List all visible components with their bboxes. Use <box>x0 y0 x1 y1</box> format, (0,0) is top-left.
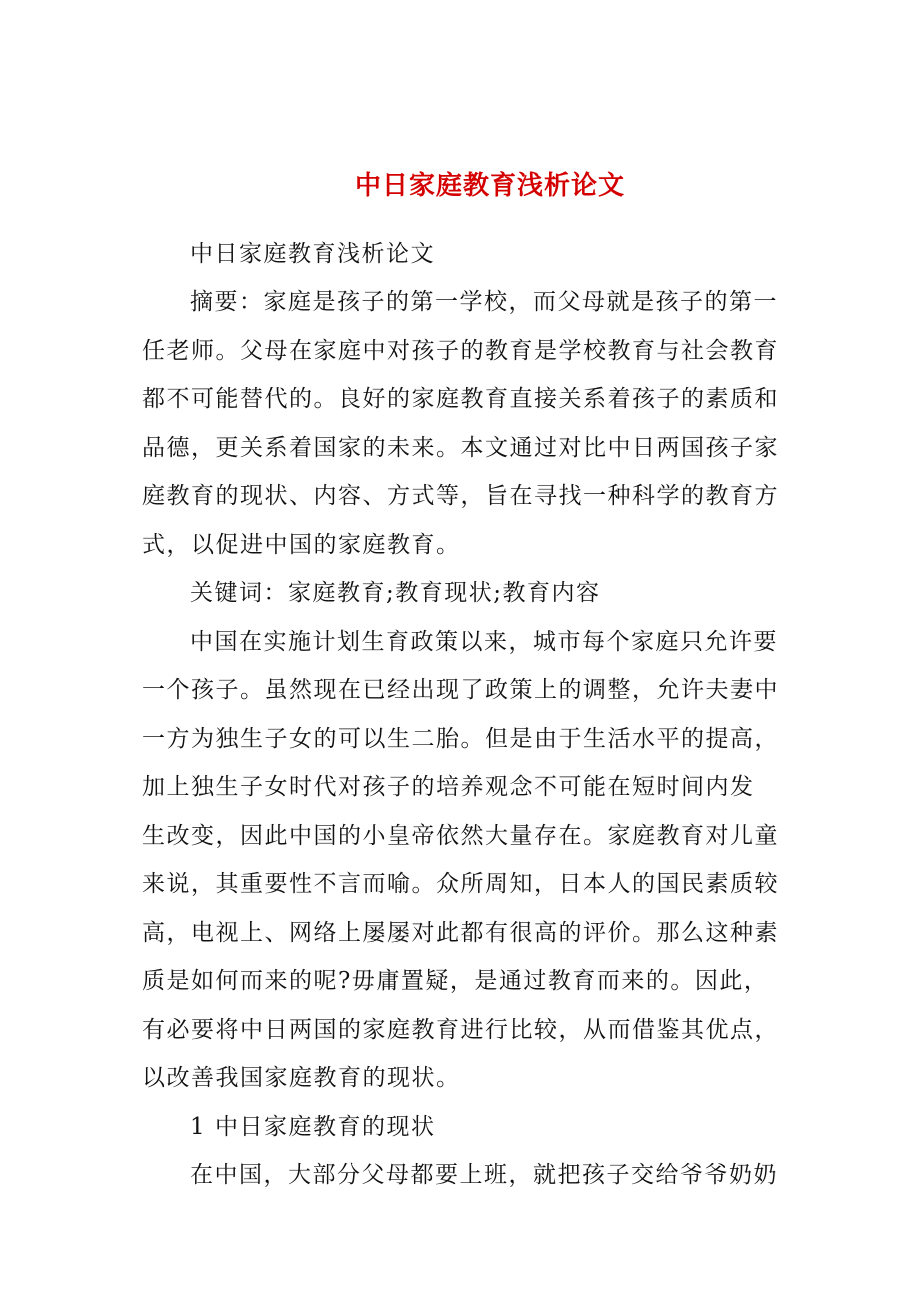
body-line: 来说，其重要性不言而喻。众所周知，日本人的国民素质较 <box>142 871 779 897</box>
body-line: 一方为独生子女的可以生二胎。但是由于生活水平的提高， <box>142 726 779 752</box>
body-line: 有必要将中日两国的家庭教育进行比较，从而借鉴其优点， <box>142 1017 779 1043</box>
body-line: 在中国，大部分父母都要上班，就把孩子交给爷爷奶奶 <box>190 1162 778 1188</box>
body-line: 加上独生子女时代对孩子的培养观念不可能在短时间内发 <box>142 774 755 800</box>
abstract-line: 庭教育的现状、内容、方式等，旨在寻找一种科学的教育方 <box>142 483 779 509</box>
subtitle-line: 中日家庭教育浅析论文 <box>190 241 435 267</box>
abstract-line: 式，以促进中国的家庭教育。 <box>142 532 461 558</box>
body-line: 生改变，因此中国的小皇帝依然大量存在。家庭教育对儿童 <box>142 823 779 849</box>
body-line: 以改善我国家庭教育的现状。 <box>142 1065 461 1091</box>
abstract-line: 品德，更关系着国家的未来。本文通过对比中日两国孩子家 <box>142 435 779 461</box>
abstract-line: 都不可能替代的。良好的家庭教育直接关系着孩子的素质和 <box>142 386 779 412</box>
document-title: 中日家庭教育浅析论文 <box>354 171 625 201</box>
body-line: 中国在实施计划生育政策以来，城市每个家庭只允许要 <box>190 629 778 655</box>
body-line: 质是如何而来的呢?毋庸置疑，是通过教育而来的。因此， <box>142 968 769 994</box>
abstract-line: 任老师。父母在家庭中对孩子的教育是学校教育与社会教育 <box>142 338 779 364</box>
keywords-line: 关键词：家庭教育;教育现状;教育内容 <box>190 580 601 606</box>
body-line: 一个孩子。虽然现在已经出现了政策上的调整，允许夫妻中 <box>142 677 779 703</box>
section-heading: 1 中日家庭教育的现状 <box>190 1114 436 1140</box>
abstract-line: 摘要：家庭是孩子的第一学校，而父母就是孩子的第一 <box>190 289 778 315</box>
body-line: 高，电视上、网络上屡屡对此都有很高的评价。那么这种素 <box>142 920 779 946</box>
